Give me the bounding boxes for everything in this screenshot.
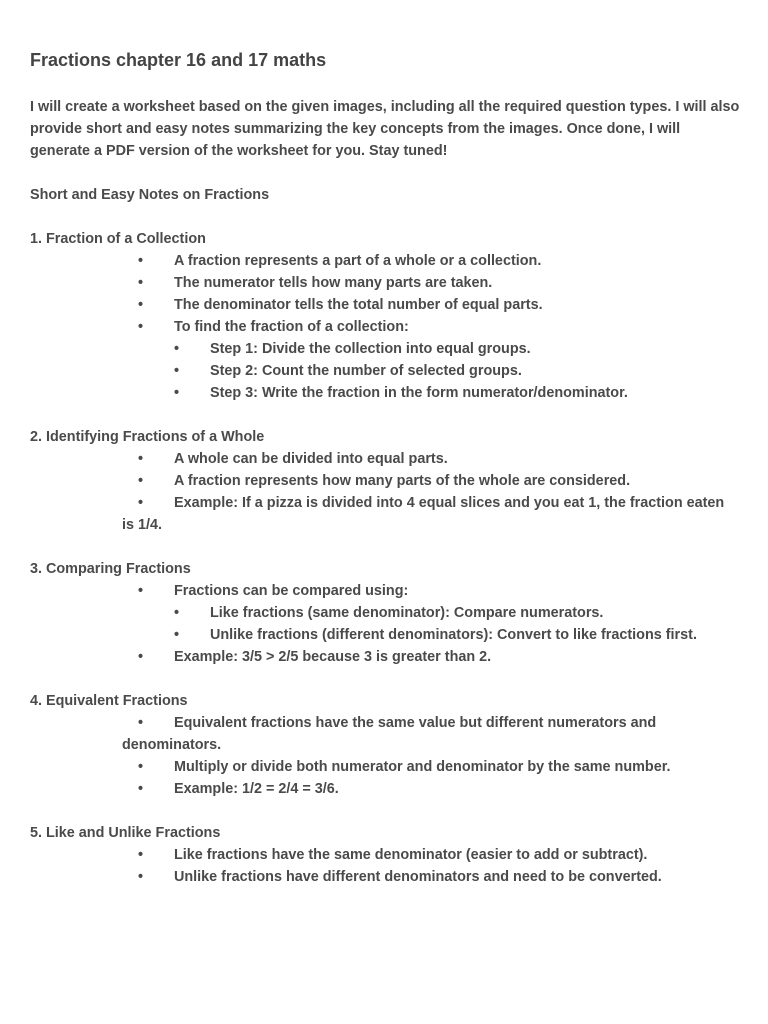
bullet-icon: • xyxy=(138,319,144,335)
bullet-item: • A whole can be divided into equal parts. xyxy=(30,448,740,470)
intro-paragraph: I will create a worksheet based on the given images, including all the required question types. I will also provide short and easy notes summarizing the key concepts from the images. Once done, I will generate a PDF version of the worksheet for you. Stay tuned! xyxy=(30,99,740,159)
bullet-icon: • xyxy=(138,847,144,863)
bullet-item: • The denominator tells the total number of equal parts. xyxy=(30,294,740,316)
document-title: Fractions chapter 16 and 17 maths xyxy=(30,50,327,70)
bullet-icon: • xyxy=(138,473,144,489)
section-heading: 5. Like and Unlike Fractions xyxy=(30,825,221,841)
document-page xyxy=(30,48,740,910)
bullet-item: • The numerator tells how many parts are taken. xyxy=(30,272,740,294)
bullet-icon: • xyxy=(174,341,180,357)
bullet-icon: • xyxy=(138,495,144,511)
section-like-unlike-fractions xyxy=(30,822,740,888)
section-fraction-of-collection xyxy=(30,228,740,404)
sub-bullet-item: • Step 1: Divide the collection into equal groups. xyxy=(30,338,740,360)
notes-heading: Short and Easy Notes on Fractions xyxy=(30,187,270,203)
section-heading: 1. Fraction of a Collection xyxy=(30,231,206,247)
section-heading: 4. Equivalent Fractions xyxy=(30,693,188,709)
bullet-item: • To find the fraction of a collection: xyxy=(30,316,740,338)
section-comparing-fractions xyxy=(30,558,740,668)
sub-bullet-item: • Unlike fractions (different denominators): Convert to like fractions first. xyxy=(30,624,740,646)
sub-bullet-item: • Step 2: Count the number of selected groups. xyxy=(30,360,740,382)
bullet-item: • Example: If a pizza is divided into 4 equal slices and you eat 1, the fraction eaten is 1/4. xyxy=(30,492,740,536)
bullet-icon: • xyxy=(138,451,144,467)
bullet-item: • Fractions can be compared using: xyxy=(30,580,740,602)
sub-bullet-item: • Like fractions (same denominator): Compare numerators. xyxy=(30,602,740,624)
bullet-icon: • xyxy=(138,583,144,599)
section-fractions-of-whole xyxy=(30,426,740,536)
bullet-item: • A fraction represents how many parts of the whole are considered. xyxy=(30,470,740,492)
section-heading: 3. Comparing Fractions xyxy=(30,561,191,577)
bullet-icon: • xyxy=(138,275,144,291)
section-heading: 2. Identifying Fractions of a Whole xyxy=(30,429,265,445)
bullet-item: • Like fractions have the same denominator (easier to add or subtract). xyxy=(30,844,740,866)
bullet-icon: • xyxy=(138,869,144,885)
bullet-icon: • xyxy=(138,297,144,313)
sub-bullet-item: • Step 3: Write the fraction in the form numerator/denominator. xyxy=(30,382,740,404)
bullet-item: • Equivalent fractions have the same value but different numerators and denominators. xyxy=(30,712,740,756)
bullet-item: • Unlike fractions have different denominators and need to be converted. xyxy=(30,866,740,888)
bullet-item: • Example: 1/2 = 2/4 = 3/6. xyxy=(30,778,740,800)
bullet-icon: • xyxy=(174,363,180,379)
bullet-icon: • xyxy=(174,385,180,401)
bullet-icon: • xyxy=(138,781,144,797)
bullet-item: • Multiply or divide both numerator and denominator by the same number. xyxy=(30,756,740,778)
bullet-icon: • xyxy=(138,759,144,775)
bullet-icon: • xyxy=(138,253,144,269)
bullet-icon: • xyxy=(174,605,180,621)
bullet-icon: • xyxy=(138,649,144,665)
bullet-item: • Example: 3/5 > 2/5 because 3 is greater than 2. xyxy=(30,646,740,668)
bullet-icon: • xyxy=(174,627,180,643)
section-equivalent-fractions xyxy=(30,690,740,800)
bullet-item: • A fraction represents a part of a whole or a collection. xyxy=(30,250,740,272)
bullet-icon: • xyxy=(138,715,144,731)
